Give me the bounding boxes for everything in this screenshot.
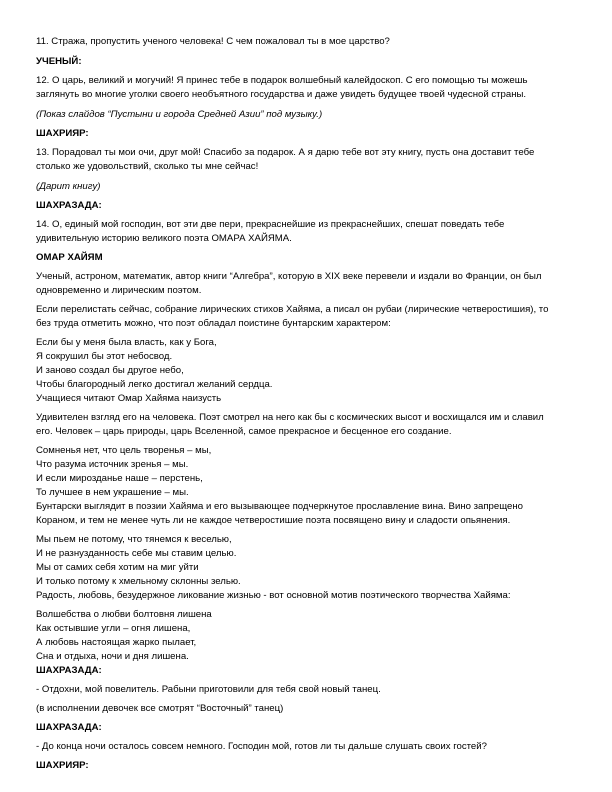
poem-line: Если бы у меня была власть, как у Бога, [36,337,217,348]
text-line: его. Человек – царь природы, царь Вселенной, самое прекрасное и бесценное его создание. [36,426,452,437]
text-line: столько же удовольствий, сколько ты мне сейчас! [36,161,259,172]
text-line: Удивителен взгляд его на человека. Поэт смотрел на него как бы с космических высот и восхищался им и славил [36,412,544,423]
speaker-heading: ШАХРАЗАДА: [36,200,102,211]
poem-line: То лучшее в нем украшение – мы. [36,487,189,498]
stage-direction: (Дарит книгу) [36,181,101,192]
speaker-heading: ШАХРАЗАДА: [36,722,102,733]
text-line: 14. О, единый мой господин, вот эти две пери, прекраснейшие из прекраснейших, спешат поведать тебе [36,219,505,230]
text-line: Ученый, астроном, математик, автор книги “Алгебра”, которую в XIX веке перевели и издали во Франции, он был [36,271,542,282]
speaker-heading: ШАХРАЗАДА: [36,665,102,676]
poem-line: Как остывшие угли – огня лишена, [36,623,191,634]
text-line: Радость, любовь, безудержное ликование жизнью - вот основной мотив поэтического творчества Хайяма: [36,590,511,601]
poem-line: Я сокрушил бы этот небосвод. [36,351,173,362]
text-line: - Отдохни, мой повелитель. Рабыни приготовили для тебя свой новый танец. [36,684,381,695]
poem-line: Сна и отдыха, ночи и дня лишена. [36,651,189,662]
poem-line: Волшебства о любви болтовня лишена [36,609,212,620]
speaker-heading: УЧЕНЫЙ: [36,56,82,67]
poem-line: И не разнузданность себе мы ставим целью. [36,548,237,559]
poem-line: Чтобы благородный легко достигал желаний сердца. [36,379,273,390]
text-line: Кораном, и тем не менее чуть ли не каждое четверостишие поэта посвящено вину и сладости опьянения. [36,515,511,526]
stage-direction: (Показ слайдов “Пустыни и города Средней Азии” под музыку.) [36,109,323,120]
poem-line: И заново создал бы другое небо, [36,365,184,376]
poem-line: Мы пьем не потому, что тянемся к веселью, [36,534,232,545]
poem-line: И если мирозданье наше – перстень, [36,473,203,484]
section-heading: ОМАР ХАЙЯМ [36,252,103,263]
text-line: Если перелистать сейчас, собрание лирических стихов Хайяма, а писал он рубаи (лирические четверостишия), то [36,304,549,315]
poem-line: Мы от самих себя хотим на миг уйти [36,562,199,573]
poem-line: Что разума источник зренья – мы. [36,459,189,470]
speaker-heading: ШАХРИЯР: [36,128,89,139]
text-line: Бунтарски выглядит в поэзии Хайяма и его вызывающее подчеркнутое прославление вина. Вино запрещено [36,501,523,512]
poem-line: А любовь настоящая жарко пылает, [36,637,197,648]
text-line: удивительную историю великого поэта ОМАРА ХАЙЯМА. [36,233,292,244]
text-line: 12. О царь, великий и могучий! Я принес тебе в подарок волшебный калейдоскоп. С его помощью ты можешь [36,75,528,86]
text-line: 13. Порадовал ты мои очи, друг мой! Спасибо за подарок. А я дарю тебе вот эту книгу, пусть она доставит тебе [36,147,535,158]
poem-line: И только потому к хмельному склонны зелью. [36,576,241,587]
text-line: - До конца ночи осталось совсем немного. Господин мой, готов ли ты дальше слушать своих гостей? [36,741,487,752]
text-line: без труда отметить можно, что поэт обладал поистине бунтарским характером: [36,318,391,329]
speaker-heading: ШАХРИЯР: [36,760,89,771]
text-line: одновременно и лирическим поэтом. [36,285,202,296]
stage-direction: (в исполнении девочек все смотрят “Восточный” танец) [36,703,284,714]
poem-line: Сомненья нет, что цель творенья – мы, [36,445,212,456]
text-line: Учащиеся читают Омар Хайяма наизусть [36,393,222,404]
text-line: заглянуть во многие уголки своего необъятного государства и даже увидеть будущее твоей чудесной страны. [36,89,527,100]
text-line: 11. Стража, пропустить ученого человека! С чем пожаловал ты в мое царство? [36,36,390,47]
